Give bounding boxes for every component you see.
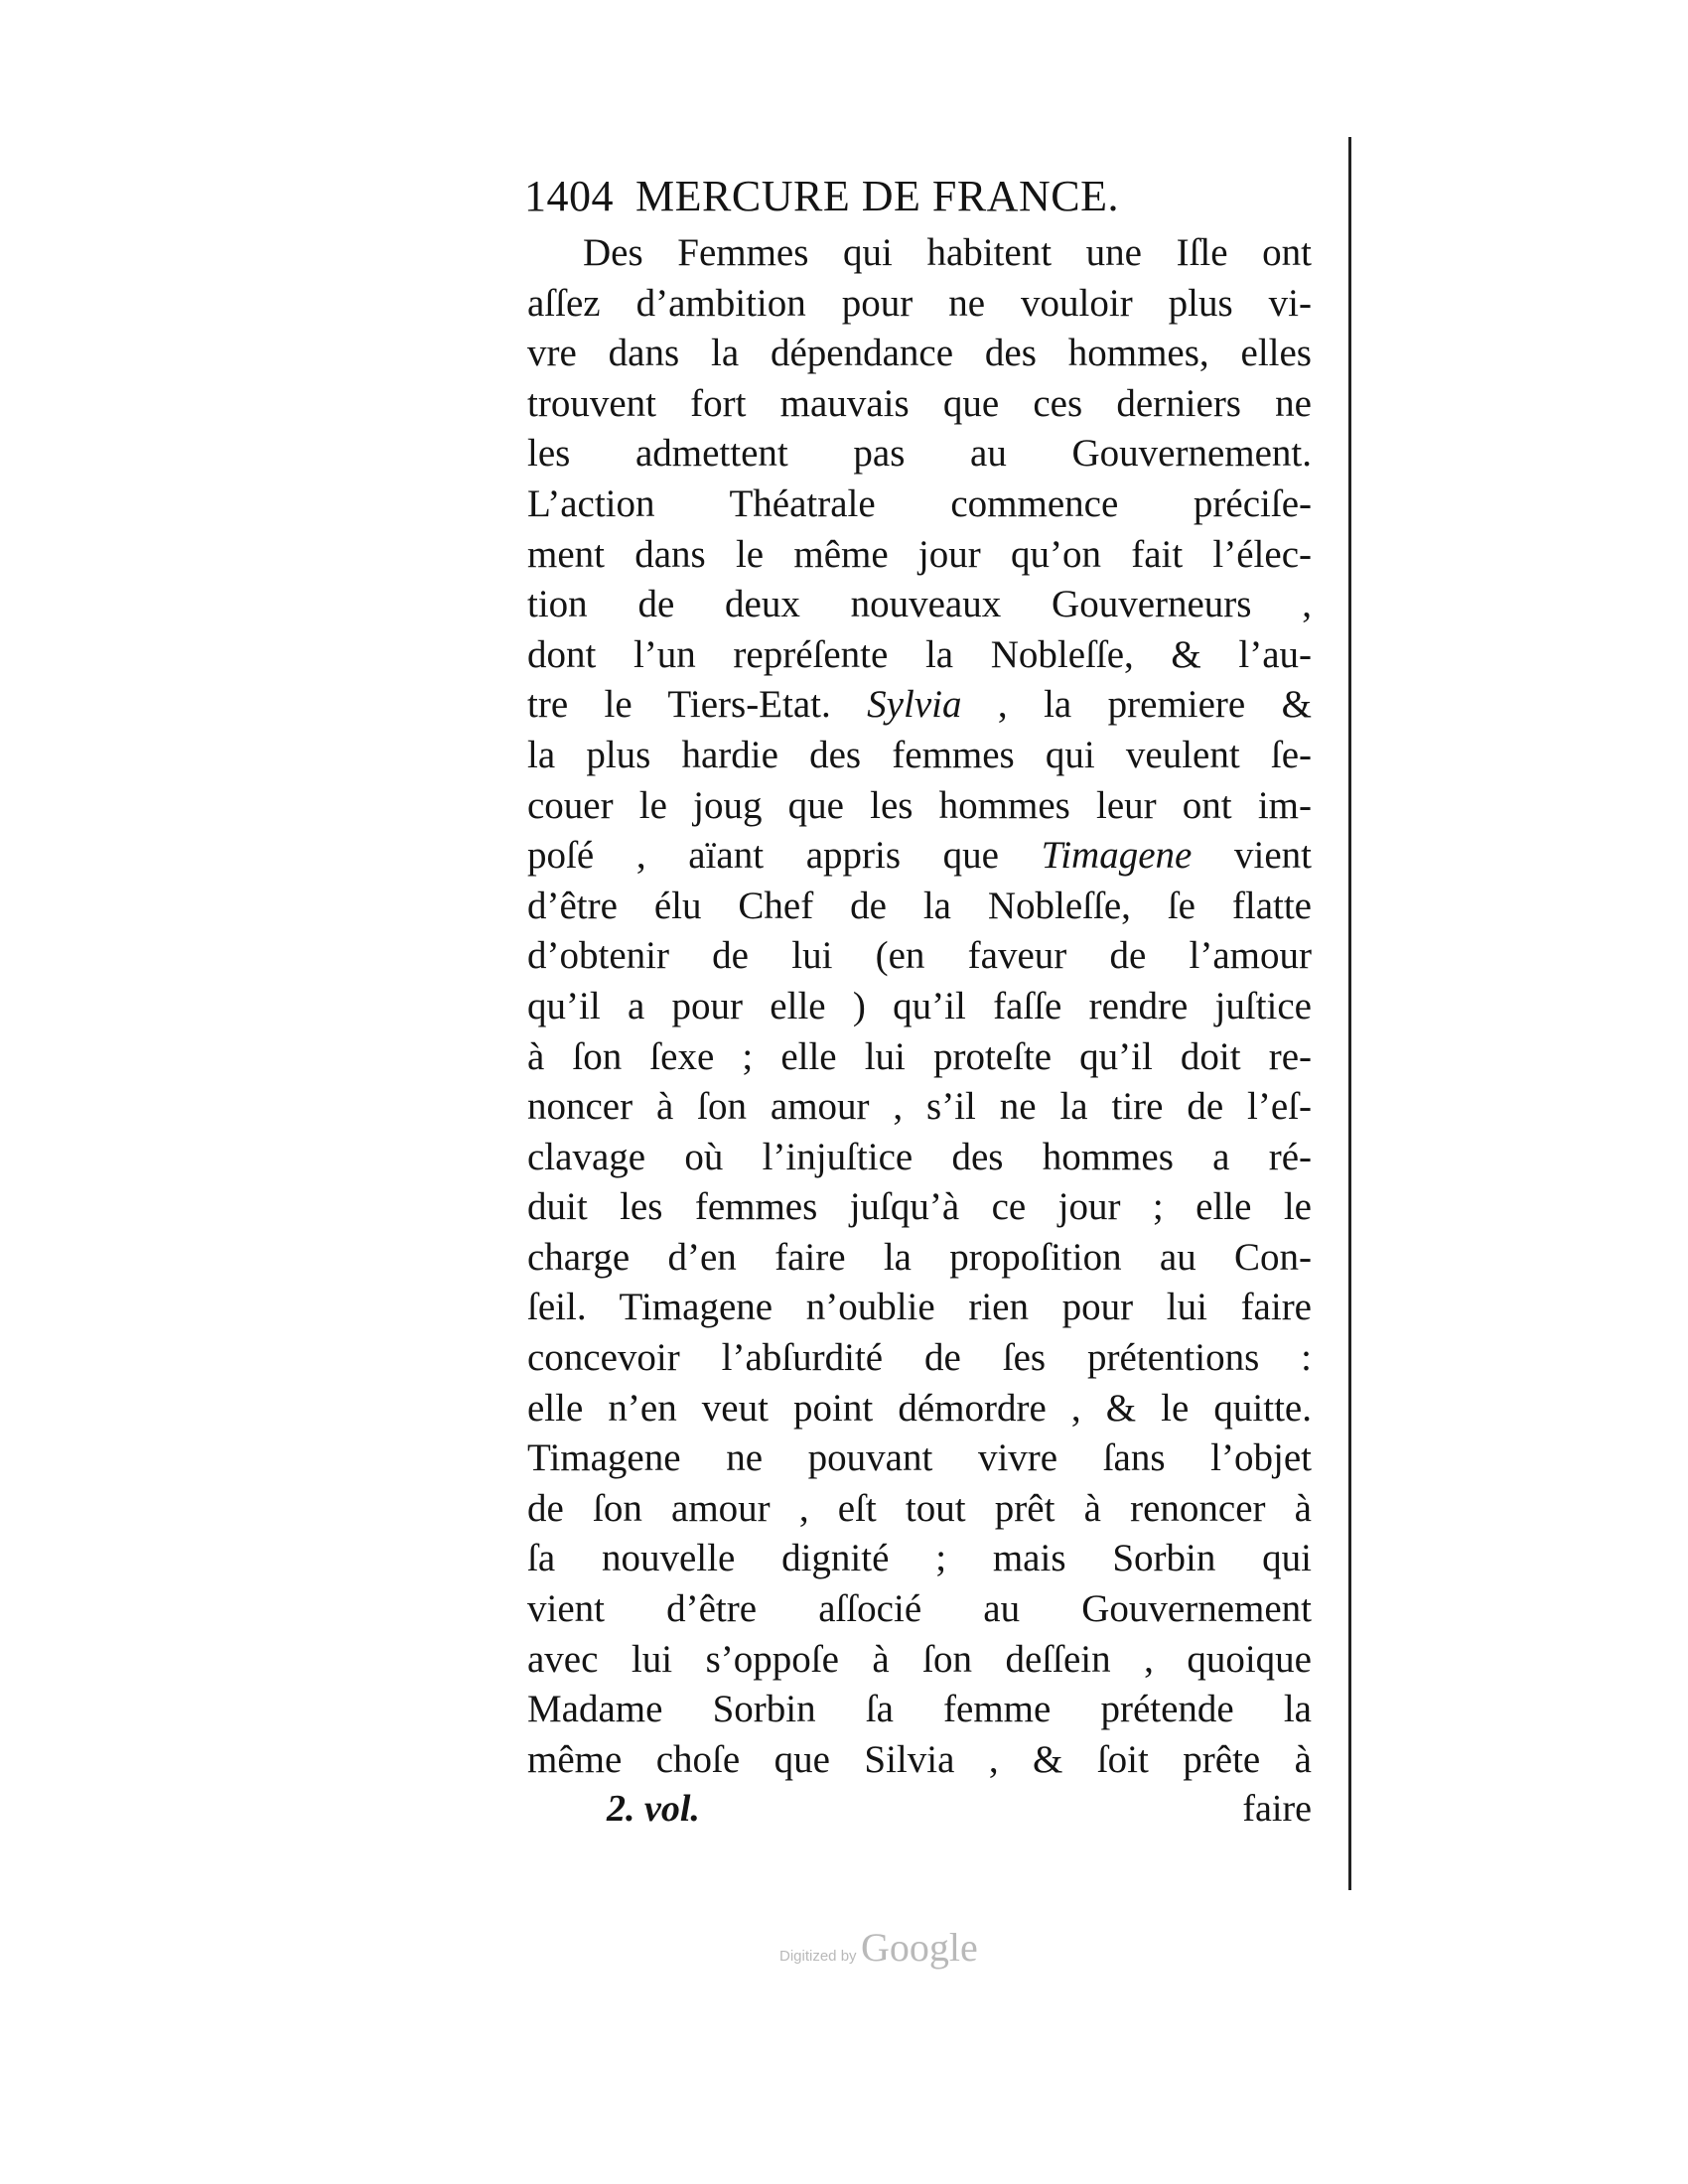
text-segment: vient d’être aſſocié au Gouvernement: [527, 1587, 1312, 1631]
text-segment: Des Femmes qui habitent une Iſle ont: [583, 231, 1312, 274]
text-segment: vre dans la dépendance des hommes, elles: [527, 332, 1312, 375]
text-segment: d’être élu Chef de la Nobleſſe, ſe flatte: [527, 884, 1312, 927]
text-line: [527, 379, 1312, 430]
text-line: [527, 1333, 1312, 1384]
text-segment: de ſon amour , eſt tout prêt à renoncer à: [527, 1486, 1312, 1530]
text-line: [527, 1283, 1312, 1333]
text-segment: avec lui s’oppoſe à ſon deſſein , quoique: [527, 1637, 1312, 1681]
text-segment: ment dans le même jour qu’on fait l’élec-: [527, 532, 1312, 576]
text-segment: couer le joug que les hommes leur ont im-: [527, 783, 1312, 827]
text-line: [527, 831, 1312, 882]
text-segment: la plus hardie des femmes qui veulent ſe-: [527, 733, 1312, 776]
text-segment: les admettent pas au Gouvernement.: [527, 432, 1312, 476]
text-line: [527, 1635, 1312, 1686]
italic-name: Sylvia: [867, 683, 962, 727]
italic-name: Timagene: [1041, 834, 1193, 878]
text-line: [527, 279, 1312, 330]
text-line: [527, 1534, 1312, 1584]
text-line: [527, 1182, 1312, 1233]
text-line: [527, 1133, 1312, 1183]
text-segment: duit les femmes juſqu’à ce jour ; elle le: [527, 1185, 1312, 1229]
page-number: 1404: [524, 172, 614, 220]
text-line: [527, 228, 1312, 279]
text-segment: vient: [1192, 834, 1312, 878]
text-segment: L’action Théatrale commence préciſe-: [527, 481, 1312, 525]
page-edge-line: [1348, 137, 1351, 1890]
watermark-prefix: Digitized by: [779, 1948, 857, 1965]
text-segment: charge d’en faire la propoſition au Con-: [527, 1235, 1312, 1279]
catchword: faire: [1242, 1788, 1312, 1830]
text-segment: Madame Sorbin ſa femme prétende la: [527, 1688, 1312, 1731]
text-segment: concevoir l’abſurdité de ſes prétentions :: [527, 1336, 1312, 1380]
text-line: [527, 1233, 1312, 1284]
watermark-brand: Google: [861, 1925, 978, 1970]
text-line: [527, 781, 1312, 832]
text-segment: clavage où l’injuſtice des hommes a ré-: [527, 1135, 1312, 1178]
text-line: [527, 329, 1312, 379]
text-segment: même choſe que Silvia , & ſoit prête à: [527, 1737, 1312, 1781]
text-line: [527, 1484, 1312, 1535]
text-segment: aſſez d’ambition pour ne vouloir plus vi-: [527, 281, 1312, 325]
text-segment: ſa nouvelle dignité ; mais Sorbin qui: [527, 1537, 1312, 1580]
text-segment: tion de deux nouveaux Gouverneurs ,: [527, 583, 1312, 626]
text-segment: à ſon ſexe ; elle lui proteſte qu’il doit re-: [527, 1034, 1312, 1078]
running-header: [524, 171, 1219, 221]
text-segment: ſeil. Timagene n’oublie rien pour lui faire: [527, 1286, 1312, 1329]
text-line: [527, 1384, 1312, 1434]
digitized-watermark: [779, 1924, 978, 1971]
text-segment: qu’il a pour elle ) qu’il faſſe rendre juſtice: [527, 984, 1312, 1027]
text-line: [527, 882, 1312, 932]
signature-mark: 2. vol.: [607, 1788, 700, 1830]
text-line: [527, 982, 1312, 1032]
text-line: [527, 731, 1312, 781]
text-line: [527, 1584, 1312, 1635]
text-line: [527, 479, 1312, 530]
text-segment: poſé , aïant appris que: [527, 834, 1042, 878]
text-line: [527, 1032, 1312, 1083]
text-line: [527, 1735, 1312, 1786]
journal-title: MERCURE DE FRANCE.: [635, 172, 1119, 220]
text-line: [527, 1433, 1312, 1484]
text-line: [527, 680, 1312, 731]
text-segment: d’obtenir de lui (en faveur de l’amour: [527, 934, 1312, 978]
body-text: [527, 228, 1312, 1785]
text-line: [527, 1082, 1312, 1133]
text-segment: dont l’un repréſente la Nobleſſe, & l’au-: [527, 632, 1312, 676]
text-segment: trouvent fort mauvais que ces derniers ne: [527, 381, 1312, 425]
text-line: [527, 931, 1312, 982]
text-line: [527, 580, 1312, 630]
text-line: [527, 429, 1312, 479]
text-segment: elle n’en veut point démordre , & le quitte.: [527, 1386, 1312, 1430]
text-segment: tre le Tiers-Etat.: [527, 683, 868, 727]
text-segment: , la premiere &: [961, 683, 1312, 727]
text-line: [527, 630, 1312, 681]
text-line: [527, 1685, 1312, 1735]
text-segment: noncer à ſon amour , s’il ne la tire de l’eſ-: [527, 1085, 1312, 1129]
text-line: [527, 530, 1312, 581]
text-segment: Timagene ne pouvant vivre ſans l’objet: [527, 1436, 1312, 1480]
